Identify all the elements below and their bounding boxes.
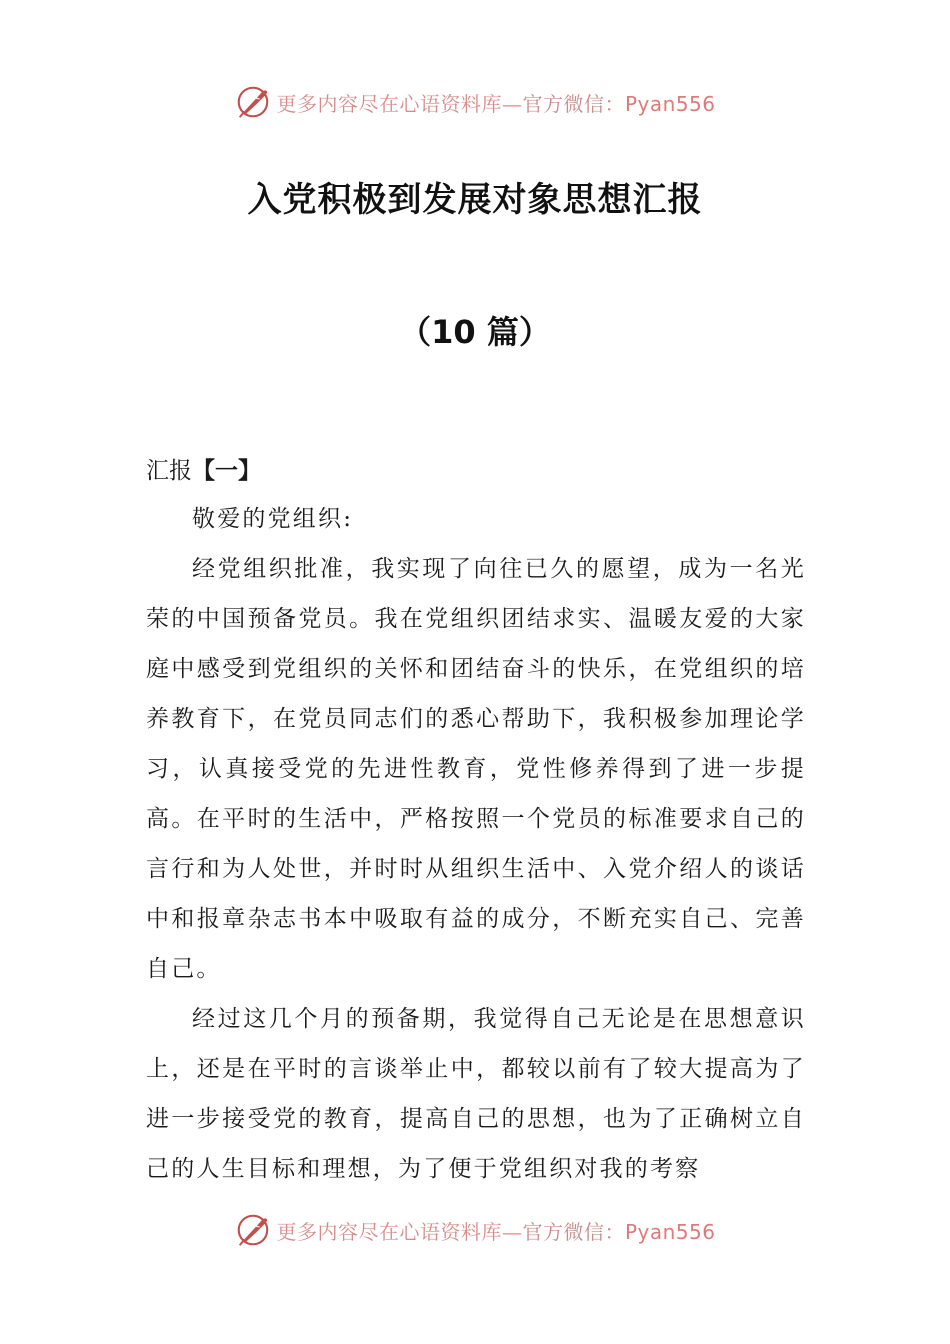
header-banner[interactable] xyxy=(0,82,950,122)
paragraph-2: 经过这几个月的预备期，我觉得自己无论是在思想意识上，还是在平时的言谈举止中，都较以前有了较大提高为了进一步接受党的教育，提高自己的思想，也为了正确树立自己的人生目标和理想，为了便于党组织对我的考察 xyxy=(146,1006,806,1182)
quill-pen-icon xyxy=(234,1211,272,1249)
document-subtitle: （10 篇） xyxy=(399,313,551,351)
paragraph-1: 经党组织批准，我实现了向往已久的愿望，成为一名光荣的中国预备党员。我在党组织团结求实、温暖友爱的大家庭中感受到党组织的关怀和团结奋斗的快乐，在党组织的培养教育下，在党员同志们的悉心帮助下，我积极参加理论学习，认真接受党的先进性教育，党性修养得到了进一步提高。在平时的生活中，严格按照一个党员的标准要求自己的言行和为人处世，并时时从组织生活中、入党介绍人的谈话中和报章杂志书本中吸取有益的成分，不断充实自己、完善自己。 xyxy=(146,556,806,982)
section-label: 汇报 xyxy=(146,458,192,484)
section-number: 【一】 xyxy=(192,458,261,484)
greeting: 敬爱的党组织: xyxy=(192,506,354,532)
footer-banner[interactable] xyxy=(0,1210,950,1250)
document-body xyxy=(146,494,806,1194)
quill-pen-icon xyxy=(234,83,272,121)
banner-text: 更多内容尽在心语资料库—官方微信：Pyan556 xyxy=(276,91,716,116)
banner-text: 更多内容尽在心语资料库—官方微信：Pyan556 xyxy=(276,1219,716,1244)
section-heading xyxy=(146,452,261,485)
document-title: 入党积极到发展对象思想汇报 xyxy=(247,180,703,220)
